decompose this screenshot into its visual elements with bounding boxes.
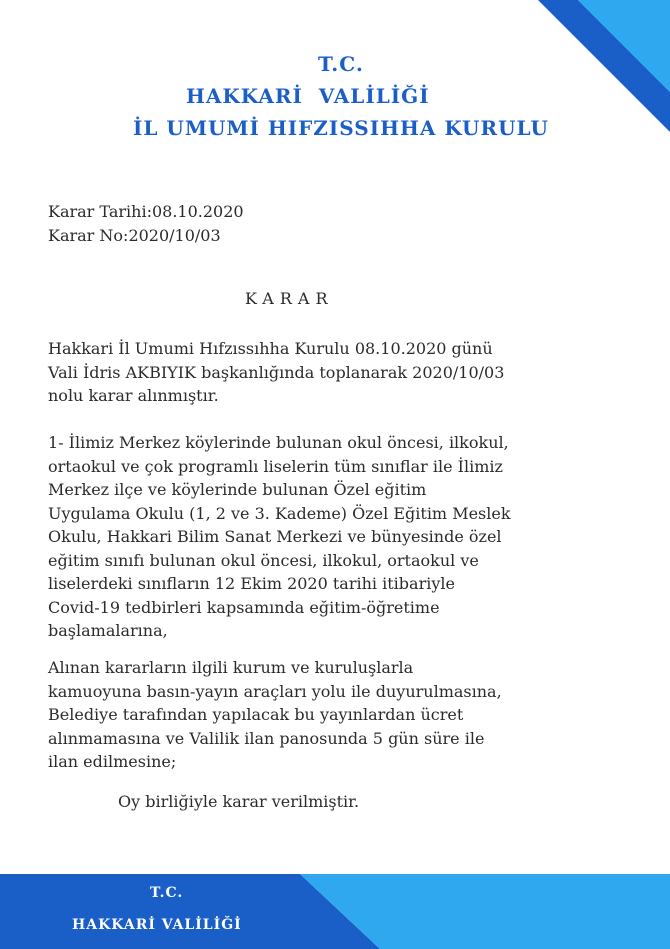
- text-line: Alınan kararların ilgili kurum ve kuruluşlarla: [48, 658, 414, 677]
- header-board: İL UMUMİ HIFZISSIHHA KURULU: [133, 116, 549, 140]
- paragraph-announcement: [48, 656, 648, 774]
- text-line: 1- İlimiz Merkez köylerinde bulunan okul öncesi, ilkokul,: [48, 433, 509, 452]
- text-line: kamuoyuna basın-yayın araçları yolu ile duyurulmasına,: [48, 681, 502, 701]
- text-line: başlamalarına,: [48, 621, 168, 640]
- decision-title: KARAR: [245, 289, 334, 308]
- footer-banner: [0, 874, 670, 949]
- header-tc: T.C.: [318, 52, 364, 76]
- text-line: ilan edilmesine;: [48, 752, 177, 771]
- text-line: Vali İdris AKBIYIK başkanlığında toplanarak 2020/10/03: [48, 362, 505, 382]
- decision-meta: [48, 200, 244, 248]
- text-line: Okulu, Hakkari Bilim Sanat Merkezi ve bünyesinde özel: [48, 527, 502, 546]
- document-footer: [0, 874, 670, 949]
- paragraph-intro: [48, 337, 648, 408]
- text-line: ortaokul ve çok programlı liselerin tüm sınıflar ile İlimiz: [48, 456, 503, 476]
- footer-governorship: HAKKARİ VALİLİĞİ: [72, 917, 242, 933]
- text-line: liselerdeki sınıfların 12 Ekim 2020 tarihi itibariyle: [48, 574, 455, 593]
- paragraph-conclusion: Oy birliğiyle karar verilmiştir.: [118, 792, 360, 811]
- text-line: Covid-19 tedbirleri kapsamında eğitim-öğretime: [48, 597, 440, 617]
- text-line: Uygulama Okulu (1, 2 ve 3. Kademe) Özel Eğitim Meslek: [48, 503, 511, 523]
- text-line: Belediye tarafından yapılacak bu yayınlardan ücret: [48, 705, 464, 724]
- footer-tc: T.C.: [150, 885, 184, 901]
- decision-date: Karar Tarihi:08.10.2020: [48, 202, 244, 221]
- text-line: alınmamasına ve Valilik ilan panosunda 5 gün süre ile: [48, 728, 485, 748]
- text-line: Merkez ilçe ve köylerinde bulunan Özel eğitim: [48, 480, 427, 499]
- text-line: Hakkari İl Umumi Hıfzıssıhha Kurulu 08.10.2020 günü: [48, 339, 493, 358]
- header-governorship: HAKKARİ VALİLİĞİ: [186, 84, 430, 108]
- text-line: eğitim sınıfı bulunan okul öncesi, ilkokul, ortaokul ve: [48, 550, 479, 570]
- text-line: nolu karar alınmıştır.: [48, 386, 219, 405]
- paragraph-article-1: [48, 431, 648, 643]
- decision-number: Karar No:2020/10/03: [48, 226, 221, 245]
